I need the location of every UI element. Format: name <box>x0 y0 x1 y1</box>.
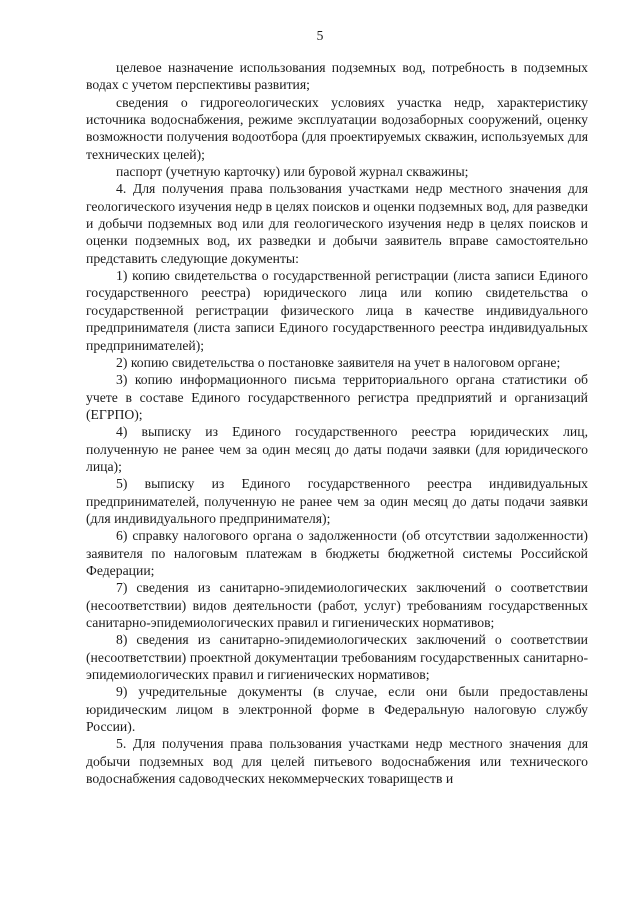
list-item-5: 5) выписку из Единого государственного реестра индивидуальных предпринимателей, полученную не ранее чем за один месяц до даты подачи заявки (для индивидуального предпринимателя); <box>86 476 588 526</box>
list-item-3: 3) копию информационного письма территориального органа статистики об учете в составе Единого государственного регистра предприятий и организаций (ЕГРПО); <box>86 372 588 422</box>
document-body <box>86 59 588 787</box>
paragraph-hydrogeology: сведения о гидрогеологических условиях участка недр, характеристику источника водоснабжения, режиме эксплуатации водозаборных сооружений, оценку возможности получения водоотбора (для проектируемых скважин, используемых для технических целей); <box>86 94 588 162</box>
list-item-9: 9) учредительные документы (в случае, если они были предоставлены юридическим лицом в электронной форме в Федеральную налоговую службу России). <box>86 684 588 735</box>
list-item-1: 1) копию свидетельства о государственной регистрации (листа записи Единого государственного реестра) юридического лица или копию свидетельства о государственной регистрации физического лица в качестве индивидуального предпринимателя (листа записи Единого государственного реестра индивидуальных предпринимателей); <box>86 268 588 353</box>
paragraph-section-5: 5. Для получения права пользования участками недр местного значения для добычи подземных вод для целей питьевого водоснабжения или технического водоснабжения садоводческих некоммерческих товариществ и <box>86 736 588 787</box>
paragraph-water-purpose: целевое назначение использования подземных вод, потребность в подземных водах с учетом перспективы развития; <box>86 60 588 93</box>
list-item-2: 2) копию свидетельства о постановке заявителя на учет в налоговом органе; <box>116 354 561 370</box>
list-item-6: 6) справку налогового органа о задолженности (об отсутствии задолженности) заявителя по налоговым платежам в бюджеты бюджетной системы Российской Федерации; <box>86 528 588 578</box>
list-item-4: 4) выписку из Единого государственного реестра юридических лиц, полученную не ранее чем за один месяц до даты подачи заявки (для юридического лица); <box>86 424 588 474</box>
paragraph-section-4: 4. Для получения права пользования участками недр местного значения для геологического изучения недр в целях поисков и оценки подземных вод, для разведки и добычи подземных вод или для геологического изучения недр в целях поисков и оценки подземных вод, их разведки и добычи заявитель вправе самостоятельно представить следующие документы: <box>86 181 588 266</box>
list-item-8: 8) сведения из санитарно-эпидемиологических заключений о соответствии (несоответствии) проектной документации требованиям государственных санитарно-эпидемиологических правил и гигиенических нормативов; <box>86 632 588 683</box>
list-item-7: 7) сведения из санитарно-эпидемиологических заключений о соответствии (несоответствии) видов деятельности (работ, услуг) требованиям государственных санитарно-эпидемиологических правил и гигиенических нормативов; <box>86 580 588 630</box>
page-number: 5 <box>316 28 324 43</box>
paragraph-well-passport: паспорт (учетную карточку) или буровой журнал скважины; <box>116 164 469 180</box>
